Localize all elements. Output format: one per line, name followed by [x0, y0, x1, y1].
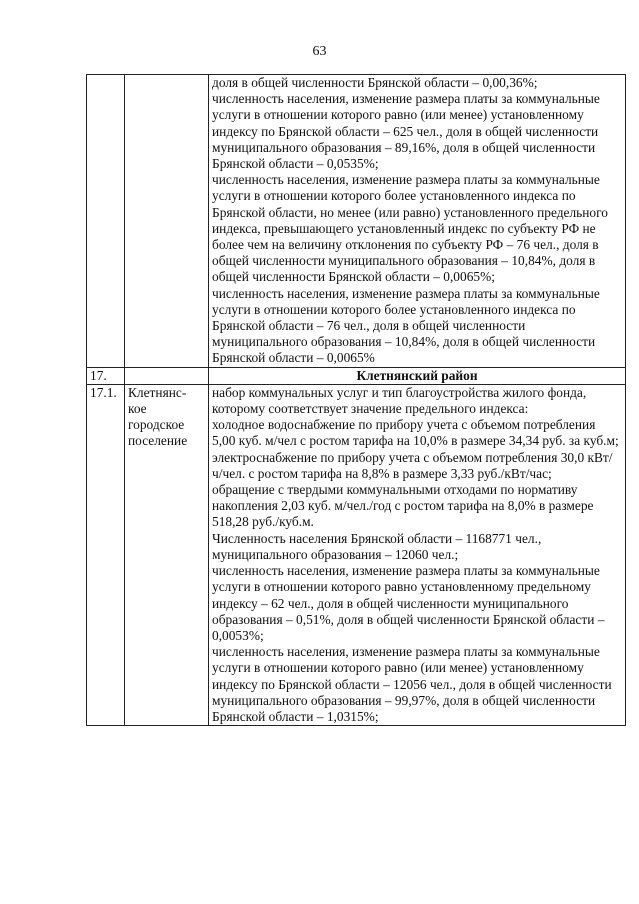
paragraph: численность населения, изменение размера платы за коммунальные услуги в отношении которого более установленного индекса по Брянской области – 76 чел., доля в общей численности муниципального образования – 10,84%, доля в общей численности Брянской области – 0,0065% — [212, 285, 600, 366]
section-empty-cell — [125, 367, 209, 384]
paragraph: обращение с твердыми коммунальными отходами по нормативу накопления 2,03 куб. м/чел./год с ростом тарифа на 8,0% в размере 518,28 руб./куб.м. — [212, 482, 594, 530]
paragraph: холодное водоснабжение по прибору учета с объемом потребления 5,00 куб. м/чел с ростом тарифа на 10,0% в размере 34,34 руб. за куб.м; — [212, 417, 619, 449]
municipality-cell — [125, 75, 209, 368]
document-table — [86, 74, 626, 726]
municipality-name-line: городское — [128, 417, 185, 433]
row-number-cell — [87, 75, 125, 368]
municipality-name-line: поселение — [128, 433, 188, 449]
table-row — [87, 384, 626, 725]
section-header-row — [87, 367, 626, 384]
municipality-name — [125, 384, 209, 725]
municipality-name-line: кое — [128, 401, 147, 417]
paragraph: Численность населения Брянской области – 1168771 чел., муниципального образования – 12060 чел.; — [212, 530, 542, 562]
paragraph: численность населения, изменение размера платы за коммунальные услуги в отношении которого равно (или менее) установленному индексу по Брянской области – 12056 чел., доля в общей численности муниципального образования – 99,97%, доля в общей численности Брянской области – 1,0315%; — [212, 644, 612, 724]
description-cell — [209, 75, 626, 368]
description-cell — [209, 384, 626, 725]
paragraph: численность населения, изменение размера платы за коммунальные услуги в отношении которого равно установленному предельному индексу – 62 чел., доля в общей численности муниципального образования – 0,51%, доля в общей численности Брянской области – 0,0053%; — [212, 563, 605, 643]
paragraph: доля в общей численности Брянской области – 0,00,36%; — [212, 75, 538, 90]
section-title: Клетнянский район — [209, 367, 626, 384]
section-number: 17. — [87, 367, 125, 384]
paragraph: набор коммунальных услуг и тип благоустройства жилого фонда, которому соответствует значение предельного индекса: — [212, 384, 587, 417]
page-number: 63 — [312, 44, 327, 59]
subsection-number: 17.1. — [87, 384, 125, 725]
paragraph: численность населения, изменение размера платы за коммунальные услуги в отношении которого более установленного индекса по Брянской области, но менее (или равно) установленного предельного индекса, превышающего установленный индекс по субъекту РФ не более чем на величину отклонения по субъекту РФ – 76 чел., доля в общей численности муниципального образования – 10,84%, доля в общей численности Брянской области – 0,0065%; — [212, 172, 608, 285]
municipality-name-line: Клетнянс- — [128, 384, 187, 400]
paragraph: электроснабжение по прибору учета с объемом потребления 30,0 кВт/ч/чел. с ростом тарифа на 8,8% в размере 3,33 руб./кВт/час; — [212, 449, 613, 481]
table-row — [87, 75, 626, 368]
paragraph: численность населения, изменение размера платы за коммунальные услуги в отношении которого равно (или менее) установленному индексу по Брянской области – 625 чел., доля в общей численности муниципального образования – 89,16%, доля в общей численности Брянской области – 0,0535%; — [212, 91, 600, 172]
